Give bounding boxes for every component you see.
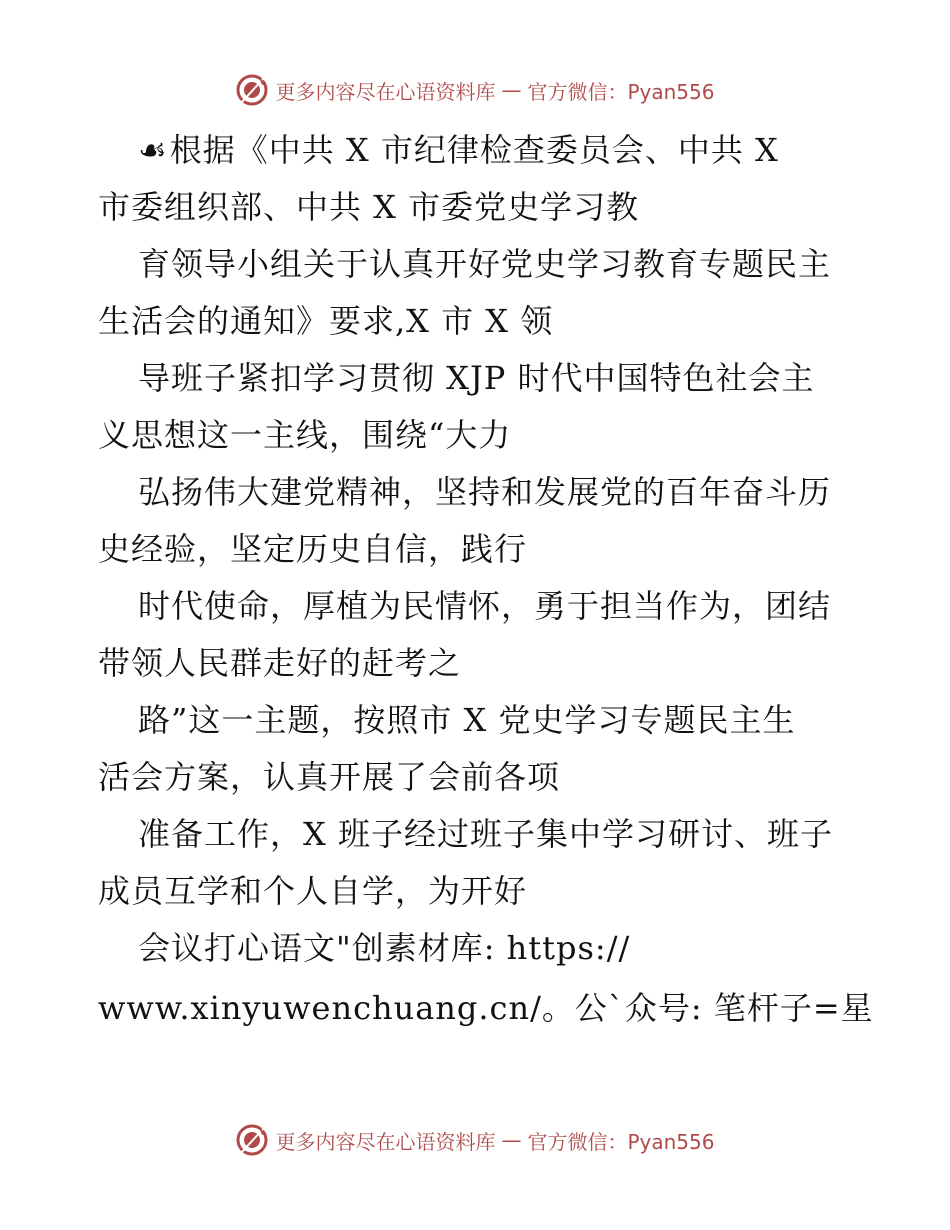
header-banner xyxy=(0,70,950,110)
footer-banner xyxy=(0,1120,950,1160)
text-line-5: 导班子紧扣学习贯彻 XJP 时代中国特色社会主 xyxy=(138,359,815,397)
text-line-14: 成员互学和个人自学，为开好 xyxy=(98,872,528,910)
text-line-8: 史经验，坚定历史自信，践行 xyxy=(98,530,528,568)
fleuron-icon: ☙ xyxy=(138,131,168,169)
text-line-4: 生活会的通知》要求,X 市 X 领 xyxy=(98,302,554,340)
text-line-7: 弘扬伟大建党精神，坚持和发展党的百年奋斗历 xyxy=(138,473,832,511)
banner-wechat: 官方微信：Pyan556 xyxy=(527,79,715,104)
text-line-12: 活会方案，认真开展了会前各项 xyxy=(98,758,561,796)
text-line-15: 会议打心语文"创素材库: https:// xyxy=(138,929,631,967)
banner-text: 更多内容尽在心语资料库 xyxy=(275,79,496,104)
banner-separator: — xyxy=(501,78,522,102)
quill-seal-icon xyxy=(235,73,269,107)
text-line-11: 路”这一主题，按照市 X 党史学习专题民主生 xyxy=(138,701,796,739)
text-line-10: 带领人民群走好的赶考之 xyxy=(98,644,462,682)
text-line-13: 准备工作，X 班子经过班子集中学习研讨、班子 xyxy=(138,815,833,853)
quill-seal-icon xyxy=(235,1123,269,1157)
text-line-6: 义思想这一主线，围绕“大力 xyxy=(98,416,512,454)
text-line-1: ☙根据《中共 X 市纪律检查委员会、中共 X xyxy=(138,131,779,169)
banner-wechat: 官方微信：Pyan556 xyxy=(527,1129,715,1154)
text-line-3: 育领导小组关于认真开好党史学习教育专题民主 xyxy=(138,245,832,283)
banner-separator: — xyxy=(501,1128,522,1152)
text-line-9: 时代使命，厚植为民情怀，勇于担当作为，团结 xyxy=(138,587,832,625)
text-line-16: www.xinyuwenchuang.cn/。公`众号: 笔杆子=星 xyxy=(98,989,874,1027)
banner-text: 更多内容尽在心语资料库 xyxy=(275,1129,496,1154)
text-line-2: 市委组织部、中共 X 市委党史学习教 xyxy=(98,188,640,226)
